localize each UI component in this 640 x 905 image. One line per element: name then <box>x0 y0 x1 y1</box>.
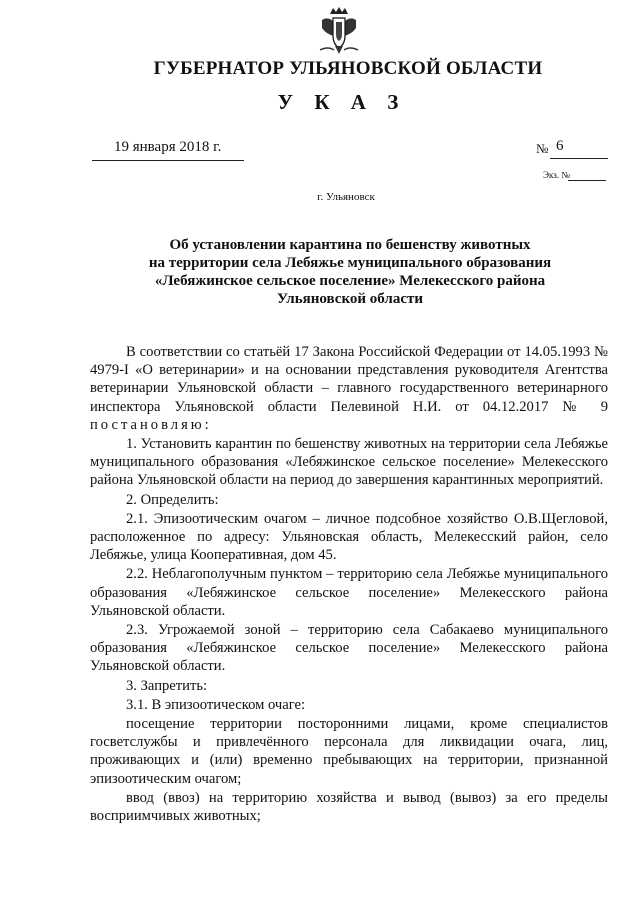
decree-title-line: на территории села Лебяжье муниципального образования <box>148 255 552 271</box>
paragraph-3-1: 3.1. В эпизоотическом очаге: <box>126 696 306 713</box>
decree-number: 6 <box>556 138 564 154</box>
paragraph-2-3: 2.3. Угрожаемой зоной – территорию села Сабакаево муниципального образования «Лебяжинское сельское поселение» Мелекесского района Ульяновской области. <box>90 622 608 675</box>
issue-city: г. Ульяновск <box>317 191 375 203</box>
decree-body <box>90 343 608 826</box>
decree-number-field <box>550 138 608 159</box>
copy-number-label: Экз. № <box>543 170 570 180</box>
number-label: № <box>536 141 549 156</box>
document-type: У К А З <box>277 90 407 114</box>
paragraph-3-1-a: посещение территории посторонними лицами, кроме специалистов госветслужбы и привлечённого персонала для ликвидации очага, лиц, проживающих и (или) временно пребывающих на территории, признанной эпизоотическим очагом; <box>90 716 608 787</box>
paragraph-3-1-b: ввод (ввоз) на территорию хозяйства и вывод (вывоз) за его пределы восприимчивых животных; <box>90 789 608 825</box>
preamble-paragraph <box>90 343 608 434</box>
decree-title-line: Об установлении карантина по бешенству животных <box>169 237 531 253</box>
coat-of-arms-emblem-icon <box>318 6 360 56</box>
paragraph-2: 2. Определить: <box>126 491 219 508</box>
decree-date: 19 января 2018 г. <box>114 139 222 155</box>
decree-word: постановляю: <box>90 416 212 433</box>
decree-date-field <box>92 138 244 161</box>
decree-title-line: Ульяновской области <box>276 291 424 307</box>
copy-number-line <box>568 180 606 181</box>
decree-title <box>120 236 580 308</box>
paragraph-2-2: 2.2. Неблагополучным пунктом – территорию села Лебяжье муниципального образования «Лебяжинское сельское поселение» Мелекесского района Ульяновской области. <box>90 566 608 619</box>
paragraph-2-1: 2.1. Эпизоотическим очагом – личное подсобное хозяйство О.В.Щегловой, расположенное по адресу: Ульяновская область, Мелекесский район, село Лебяжье, улица Кооперативная, дом 45. <box>90 510 608 564</box>
paragraph-3: 3. Запретить: <box>126 677 208 694</box>
decree-title-line: «Лебяжинское сельское поселение» Мелекесского района <box>154 273 546 289</box>
paragraph-1: 1. Установить карантин по бешенству животных на территории села Лебяжье муниципального образования «Лебяжинское сельское поселение» Мелекесского района Ульяновской области на период до завершения карантинных мероприятий. <box>90 436 608 489</box>
issuing-authority: ГУБЕРНАТОР УЛЬЯНОВСКОЙ ОБЛАСТИ <box>153 58 543 79</box>
preamble-text: В соответствии со статьёй 17 Закона Российской Федерации от 14.05.1993 № 4979-I «О ветеринарии» и на основании представления руководителя Агентства ветеринарии Ульяновской области – главного государственного ветеринарного инспектора Ульяновской области Пелевиной Н.И. от 04.12.2017 № 9 <box>90 344 608 415</box>
